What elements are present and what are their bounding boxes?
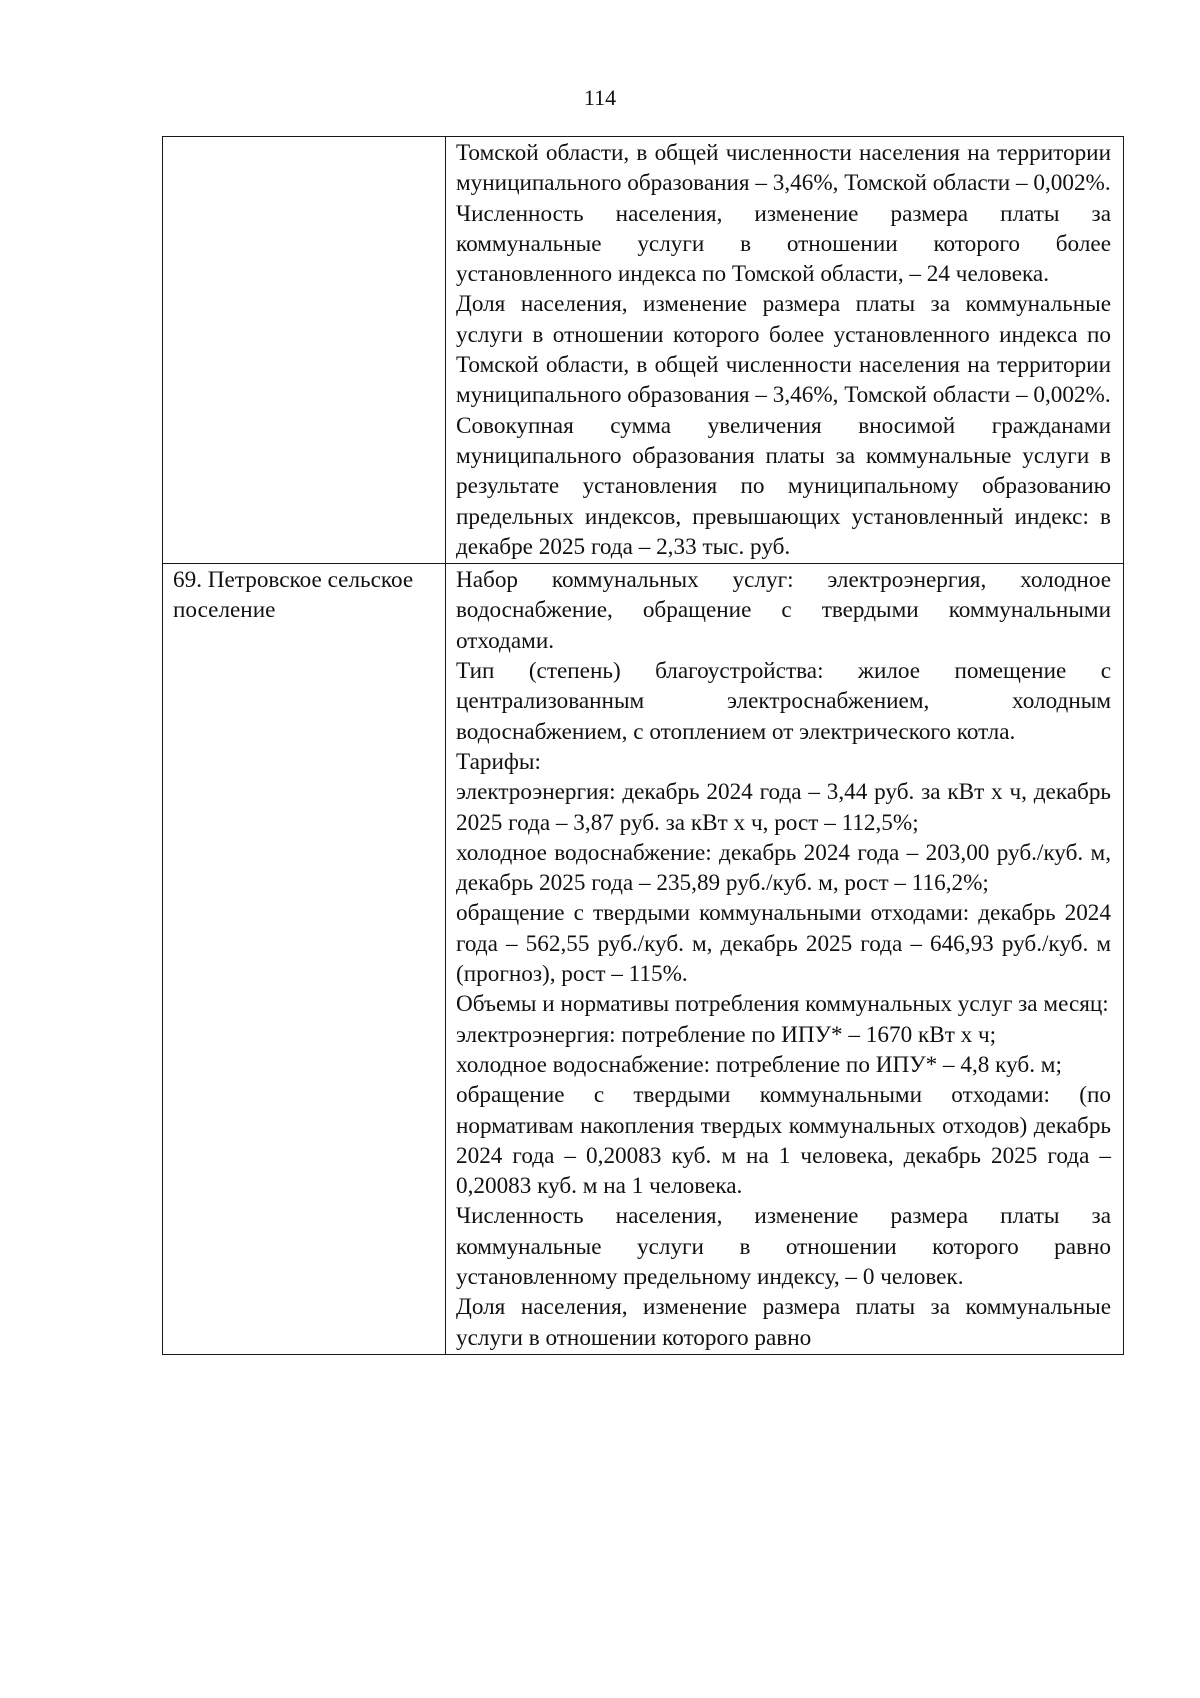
paragraph: Численность населения, изменение размера платы за коммунальные услуги в отношении которого равно установленному предельному индексу, – 0 человек.	[456, 1203, 1111, 1290]
paragraph: Совокупная сумма увеличения вносимой гражданами муниципального образования платы за коммунальные услуги в результате установления по муниципальному образованию предельных индексов, превышающих установленный индекс: в декабре 2025 года – 2,33 тыс. руб.	[456, 412, 1111, 560]
paragraph: Объемы и нормативы потребления коммунальных услуг за месяц:	[456, 991, 1109, 1018]
paragraph: обращение с твердыми коммунальными отходами: (по нормативам накопления твердых коммунальных отходов) декабрь 2024 года – 0,20083 куб. м на 1 человека, декабрь 2025 года – 0,20083 куб. м на 1 человека.	[456, 1082, 1111, 1200]
paragraph: Набор коммунальных услуг: электроэнергия, холодное водоснабжение, обращение с твердыми коммунальными отходами.	[456, 567, 1111, 654]
municipality-cell	[163, 137, 446, 564]
paragraph: холодное водоснабжение: декабрь 2024 года – 203,00 руб./куб. м, декабрь 2025 года – 235,89 руб./куб. м, рост – 116,2%;	[456, 839, 1111, 897]
paragraph: Доля населения, изменение размера платы за коммунальные услуги в отношении которого равно	[456, 1294, 1111, 1351]
paragraph: холодное водоснабжение: потребление по ИПУ* – 4,8 куб. м;	[456, 1051, 1062, 1078]
description-cell	[446, 137, 1124, 564]
paragraph: Тарифы:	[456, 748, 541, 775]
municipality-table	[162, 136, 1124, 1355]
page-number: 114	[583, 85, 617, 110]
table-row	[163, 564, 1124, 1355]
paragraph: Томской области, в общей численности населения на территории муниципального образования – 3,46%, Томской области – 0,002%.	[456, 140, 1111, 197]
paragraph: электроэнергия: потребление по ИПУ* – 1670 кВт x ч;	[456, 1021, 997, 1048]
paragraph: электроэнергия: декабрь 2024 года – 3,44 руб. за кВт x ч, декабрь 2025 года – 3,87 руб. за кВт x ч, рост – 112,5%;	[456, 779, 1111, 836]
paragraph: Тип (степень) благоустройства: жилое помещение с централизованным электроснабжением, холодным водоснабжением, с отоплением от электрического котла.	[456, 658, 1111, 745]
paragraph: Численность населения, изменение размера платы за коммунальные услуги в отношении которого более установленного индекса по Томской области, – 24 человека.	[456, 200, 1111, 288]
paragraph: обращение с твердыми коммунальными отходами: декабрь 2024 года – 562,55 руб./куб. м, декабрь 2025 года – 646,93 руб./куб. м (прогноз), рост – 115%.	[456, 900, 1111, 988]
table-row	[163, 137, 1124, 564]
description-cell	[446, 564, 1124, 1355]
paragraph: Доля населения, изменение размера платы за коммунальные услуги в отношении которого более установленного индекса по Томской области, в общей численности населения на территории муниципального образования – 3,46%, Томской области – 0,002%.	[456, 291, 1111, 409]
municipality-cell: 69. Петровское сельское поселение	[163, 564, 446, 1355]
